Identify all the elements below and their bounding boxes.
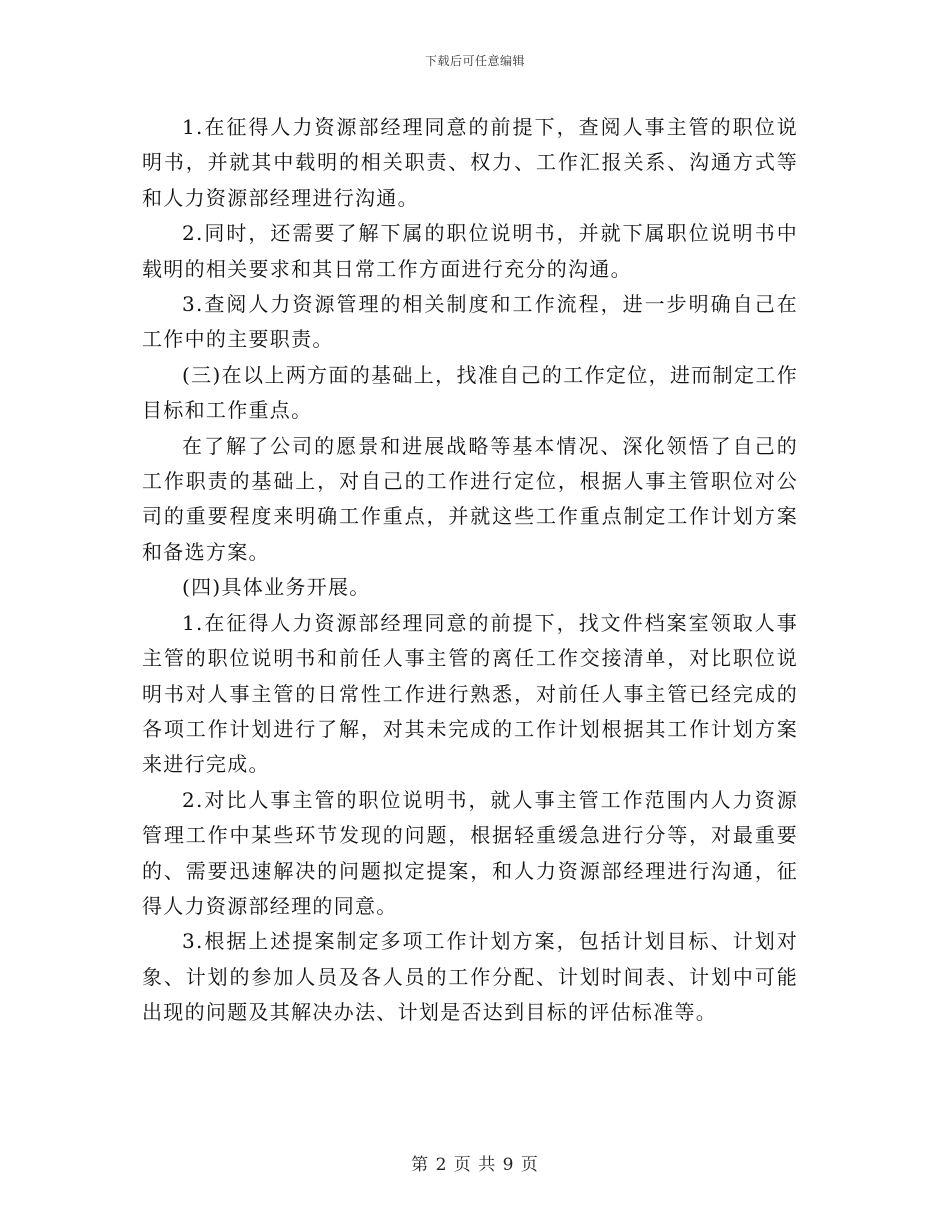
page-number: 第 2 页 共 9 页 [411, 1155, 539, 1175]
paragraph: (四)具体业务开展。 [182, 575, 371, 600]
paragraph: 1.在征得人力资源部经理同意的前提下，查阅人事主管的职位说明书，并就其中载明的相关职责、权力、工作汇报关系、沟通方式等和人力资源部经理进行沟通。 [142, 115, 798, 210]
paragraph: 3.根据上述提案制定多项工作计划方案，包括计划目标、计划对象、计划的参加人员及各人员的工作分配、计划时间表、计划中可能出现的问题及其解决办法、计划是否达到目标的评估标准等。 [142, 929, 798, 1025]
paragraph: (三)在以上两方面的基础上，找准自己的工作定位，进而制定工作目标和工作重点。 [142, 362, 798, 423]
document-body [142, 110, 798, 1031]
paragraph: 2.同时，还需要了解下属的职位说明书，并就下属职位说明书中载明的相关要求和其日常工作方面进行充分的沟通。 [142, 221, 798, 281]
paragraph: 3.查阅人力资源管理的相关制度和工作流程，进一步明确自己在工作中的主要职责。 [142, 292, 798, 352]
paragraph: 在了解了公司的愿景和进展战略等基本情况、深化领悟了自己的工作职责的基础上，对自己的工作进行定位，根据人事主管职位对公司的重要程度来明确工作重点，并就这些工作重点制定工作计划方案和备选方案。 [142, 433, 798, 564]
paragraph: 2.对比人事主管的职位说明书，就人事主管工作范围内人力资源管理工作中某些环节发现的问题，根据轻重缓急进行分等，对最重要的、需要迅速解决的问题拟定提案，和人力资源部经理进行沟通，征得人力资源部经理的同意。 [142, 787, 798, 918]
paragraph: 1.在征得人力资源部经理同意的前提下，找文件档案室领取人事主管的职位说明书和前任人事主管的离任工作交接清单，对比职位说明书对人事主管的日常性工作进行熟悉，对前任人事主管已经完成的各项工作计划进行了解，对其未完成的工作计划根据其工作计划方案来进行完成。 [142, 610, 798, 777]
header-note: 下载后可任意编辑 [424, 54, 525, 68]
